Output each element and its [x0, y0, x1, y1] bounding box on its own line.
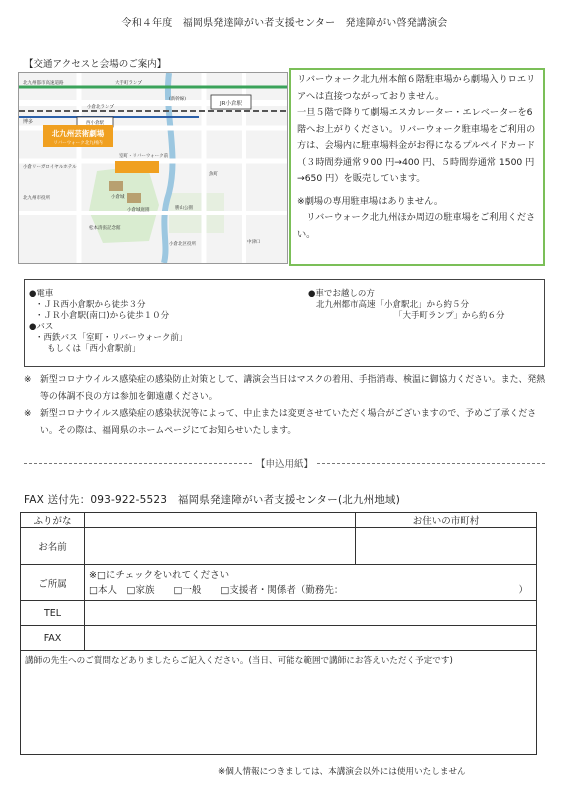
map-label-castle: 小倉城 [111, 195, 125, 200]
notes-list [24, 372, 552, 440]
form-row-question [21, 651, 537, 755]
map-label-seicho: 松本清張記念館 [89, 226, 121, 231]
note-text: 新型コロナウイルス感染症の感染状況等によって、中止または変更させていただく場合がございますので、予めご了承ください。その際は、福岡県のホームページにてお知らせいたします。 [40, 409, 537, 436]
car-item-1: 北九州都市高速「小倉駅北」から約５分 [316, 300, 470, 310]
privacy-note: ※個人情報につきましては、本講演会以外には使用いたしません [218, 767, 466, 777]
map-label-kokura-kita-ramp: 小倉北ランプ [87, 105, 114, 110]
map-label-venue: 北九州芸術劇場 [51, 129, 105, 138]
map-label-jr-kokura: JR小倉駅 [220, 101, 242, 107]
furigana-field[interactable] [85, 513, 356, 528]
note-mark: ※ [24, 375, 32, 385]
parking-notice [289, 68, 545, 266]
map-label-highway: 北九州都市高速道路 [23, 81, 64, 86]
map-label-muromachi: 室町・リバーウォーク前 [119, 154, 169, 159]
access-section-title: 【交通アクセスと会場のご案内】 [24, 59, 167, 70]
affiliation-close-paren: ） [518, 584, 528, 596]
note-item [24, 372, 552, 406]
train-item-1: ・ＪＲ西小倉駅から徒歩３分 [35, 300, 146, 310]
affiliation-hint: ※□にチェックをいれてください [89, 569, 230, 581]
map-label-uomachi: 魚町 [209, 172, 218, 177]
form-row-name [21, 528, 537, 565]
affiliation-checkboxes[interactable]: □本人 □家族 □一般 □支援者・関係者（勤務先： [89, 584, 344, 596]
question-field[interactable] [21, 651, 537, 755]
application-form-divider [24, 456, 545, 470]
note-text: 新型コロナウイルス感染症の感染防止対策として、講演会当日はマスクの着用、手指消毒、検温に御協力ください。また、発熱等の体調不良の方は参加を御遠慮ください。 [40, 375, 546, 402]
map-label-kita-ward: 小倉北区役所 [169, 242, 196, 247]
access-public-transport [29, 289, 299, 355]
form-row-affiliation [21, 565, 537, 601]
map-label-otemachi-ramp: 大手町ランプ [115, 81, 142, 86]
parking-notice-p3: ※劇場の専用駐車場はありません。 [297, 195, 444, 207]
map-label-cityhall: 北九州市役所 [23, 196, 50, 201]
affiliation-options [89, 583, 532, 598]
form-row-tel [21, 601, 537, 626]
note-item [24, 406, 552, 440]
application-form [20, 512, 537, 755]
divider-line-right [317, 463, 545, 464]
label-name: お名前 [21, 528, 85, 565]
bus-item-1: ・西鉄バス「室町・リバーウォーク前」 [35, 333, 188, 343]
parking-notice-p4: リバーウォーク北九州ほか周辺の駐車場をご利用ください。 [297, 212, 536, 240]
car-item-2: 「大手町ランプ」から約６分 [394, 311, 505, 321]
tel-field[interactable] [85, 601, 537, 626]
venue-map [18, 72, 288, 264]
divider-line-left [24, 463, 252, 464]
map-label-hotel: 小倉リーガロイヤルホテル [23, 165, 77, 170]
access-by-car [308, 289, 538, 322]
form-row-furigana [21, 513, 537, 528]
bus-heading: ●バス [29, 322, 54, 332]
fax-destination: FAX 送付先：093-922-5523 福岡県発達障がい者支援センター(北九州地域) [24, 494, 401, 506]
parking-notice-p2: 一旦５階で降りて劇場エスカレーター・エレベーターを6階へお上がりください。リバーウォーク駐車場をご利用の方は、会場内に駐車場料金がお得になるプルペイドカード（３時間券通常９00 円→400 円、５時間券通常 1500 円→650 円）を販売しています。 [297, 107, 536, 184]
note-mark: ※ [24, 409, 32, 419]
map-label-venue-sub: リバーウォーク北九州内 [53, 141, 103, 146]
car-heading: ●車でお越しの方 [308, 289, 375, 299]
form-row-fax [21, 626, 537, 651]
map-label-nakatsuguchi: 中津口 [247, 240, 261, 245]
train-heading: ●電車 [29, 289, 54, 299]
fax-field[interactable] [85, 626, 537, 651]
label-tel: TEL [21, 601, 85, 626]
application-form-label: 【申込用紙】 [256, 459, 314, 470]
map-label-shinkansen: (新幹線) [169, 97, 187, 102]
bus-item-2: もしくは「西小倉駅前」 [47, 344, 141, 354]
municipality-field[interactable] [356, 528, 537, 565]
affiliation-field[interactable] [85, 565, 537, 601]
label-furigana: ふりがな [21, 513, 85, 528]
question-label: 講師の先生へのご質問などありましたらご記入ください。(当日、可能な範囲で講師にお答えいただく予定です) [25, 656, 453, 666]
train-item-2: ・ＪＲ小倉駅(南口)から徒歩１０分 [35, 311, 170, 321]
parking-notice-p1: リバーウォーク北九州本館６階駐車場から劇場入りロエリアへは直接つながっておりません。 [297, 74, 536, 102]
map-label-hakata: 博多 [23, 119, 34, 125]
label-municipality: お住いの市町村 [356, 513, 537, 528]
map-label-castle-garden: 小倉城庭園 [127, 208, 150, 213]
label-affiliation: ご所属 [21, 565, 85, 601]
page-title: 令和４年度 福岡県発達障がい者支援センター 発達障がい啓発講演会 [121, 18, 448, 29]
map-label-katsuyama: 勝山公園 [175, 206, 193, 211]
access-info-box [24, 279, 545, 367]
name-field[interactable] [85, 528, 356, 565]
label-fax: FAX [21, 626, 85, 651]
map-label-nishikokura: 西小倉駅 [86, 121, 104, 126]
